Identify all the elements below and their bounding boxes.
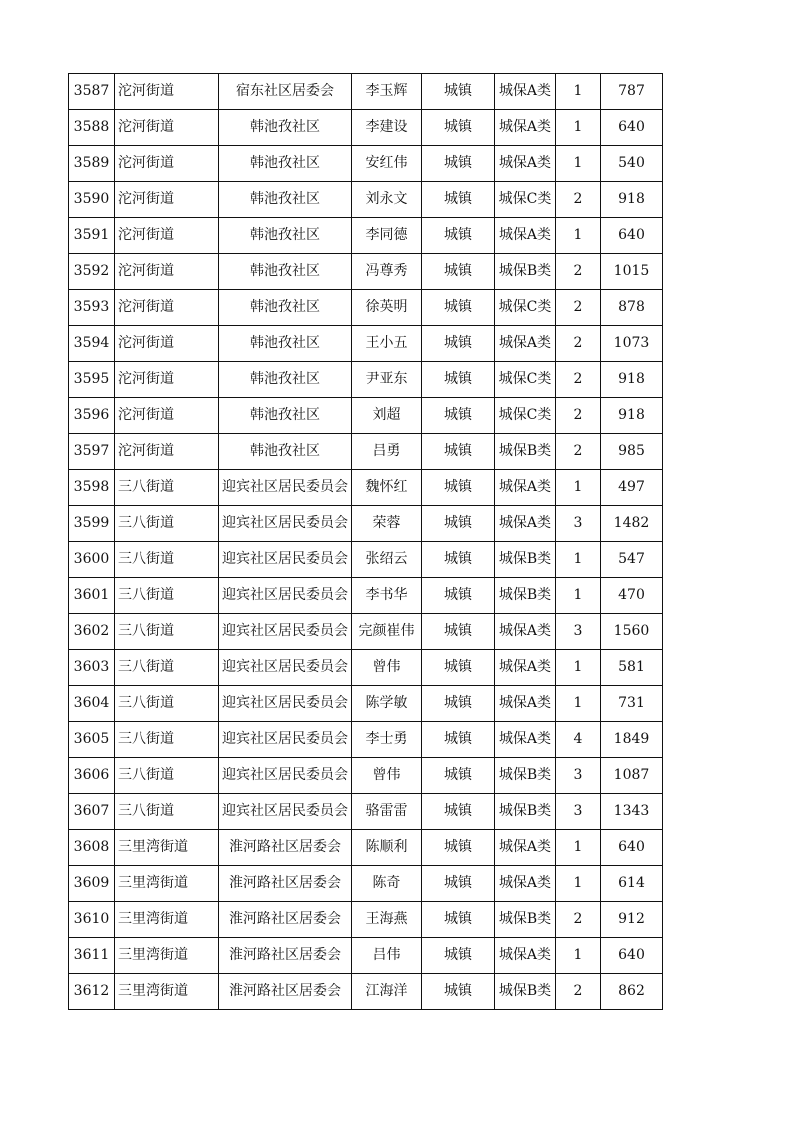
records-table [68, 73, 663, 1010]
household-count-cell: 3 [556, 794, 601, 830]
community-cell: 迎宾社区居民委员会 [219, 758, 352, 794]
community-cell: 韩池孜社区 [219, 290, 352, 326]
category-cell: 城保C类 [495, 362, 556, 398]
community-cell: 淮河路社区居委会 [219, 902, 352, 938]
name-cell: 陈顺利 [352, 830, 422, 866]
category-cell: 城保A类 [495, 650, 556, 686]
area-type-cell: 城镇 [422, 758, 495, 794]
name-cell: 李士勇 [352, 722, 422, 758]
amount-cell: 1073 [601, 326, 663, 362]
community-cell: 迎宾社区居民委员会 [219, 542, 352, 578]
table-row [69, 362, 663, 398]
category-cell: 城保A类 [495, 614, 556, 650]
name-cell: 安红伟 [352, 146, 422, 182]
name-cell: 张绍云 [352, 542, 422, 578]
row-id-cell: 3612 [69, 974, 115, 1010]
row-id-cell: 3600 [69, 542, 115, 578]
table-row [69, 650, 663, 686]
amount-cell: 614 [601, 866, 663, 902]
name-cell: 吕伟 [352, 938, 422, 974]
table-row [69, 830, 663, 866]
street-cell: 沱河街道 [115, 254, 219, 290]
household-count-cell: 2 [556, 290, 601, 326]
category-cell: 城保C类 [495, 398, 556, 434]
table-row [69, 398, 663, 434]
street-cell: 三八街道 [115, 470, 219, 506]
category-cell: 城保A类 [495, 830, 556, 866]
category-cell: 城保A类 [495, 326, 556, 362]
household-count-cell: 2 [556, 326, 601, 362]
street-cell: 三八街道 [115, 686, 219, 722]
amount-cell: 878 [601, 290, 663, 326]
area-type-cell: 城镇 [422, 74, 495, 110]
category-cell: 城保A类 [495, 722, 556, 758]
household-count-cell: 1 [556, 578, 601, 614]
street-cell: 三八街道 [115, 722, 219, 758]
row-id-cell: 3591 [69, 218, 115, 254]
street-cell: 三里湾街道 [115, 902, 219, 938]
amount-cell: 540 [601, 146, 663, 182]
area-type-cell: 城镇 [422, 578, 495, 614]
table-body [69, 74, 663, 1010]
table-row [69, 182, 663, 218]
name-cell: 荣蓉 [352, 506, 422, 542]
table-row [69, 146, 663, 182]
amount-cell: 918 [601, 182, 663, 218]
amount-cell: 640 [601, 830, 663, 866]
row-id-cell: 3588 [69, 110, 115, 146]
row-id-cell: 3605 [69, 722, 115, 758]
table-row [69, 326, 663, 362]
area-type-cell: 城镇 [422, 218, 495, 254]
table-row [69, 794, 663, 830]
row-id-cell: 3590 [69, 182, 115, 218]
amount-cell: 547 [601, 542, 663, 578]
area-type-cell: 城镇 [422, 974, 495, 1010]
category-cell: 城保B类 [495, 542, 556, 578]
name-cell: 陈奇 [352, 866, 422, 902]
category-cell: 城保A类 [495, 938, 556, 974]
amount-cell: 497 [601, 470, 663, 506]
row-id-cell: 3589 [69, 146, 115, 182]
row-id-cell: 3598 [69, 470, 115, 506]
row-id-cell: 3593 [69, 290, 115, 326]
table-row [69, 74, 663, 110]
household-count-cell: 2 [556, 974, 601, 1010]
household-count-cell: 1 [556, 470, 601, 506]
community-cell: 韩池孜社区 [219, 110, 352, 146]
street-cell: 沱河街道 [115, 290, 219, 326]
table-row [69, 686, 663, 722]
street-cell: 沱河街道 [115, 146, 219, 182]
table-row [69, 470, 663, 506]
category-cell: 城保A类 [495, 110, 556, 146]
street-cell: 沱河街道 [115, 434, 219, 470]
name-cell: 吕勇 [352, 434, 422, 470]
name-cell: 江海洋 [352, 974, 422, 1010]
category-cell: 城保C类 [495, 290, 556, 326]
area-type-cell: 城镇 [422, 722, 495, 758]
table-row [69, 938, 663, 974]
household-count-cell: 1 [556, 218, 601, 254]
amount-cell: 640 [601, 218, 663, 254]
community-cell: 迎宾社区居民委员会 [219, 578, 352, 614]
row-id-cell: 3597 [69, 434, 115, 470]
table-row [69, 110, 663, 146]
area-type-cell: 城镇 [422, 938, 495, 974]
table-row [69, 902, 663, 938]
household-count-cell: 1 [556, 110, 601, 146]
street-cell: 沱河街道 [115, 362, 219, 398]
amount-cell: 1015 [601, 254, 663, 290]
street-cell: 三里湾街道 [115, 830, 219, 866]
name-cell: 刘超 [352, 398, 422, 434]
area-type-cell: 城镇 [422, 650, 495, 686]
name-cell: 曾伟 [352, 758, 422, 794]
community-cell: 韩池孜社区 [219, 182, 352, 218]
name-cell: 魏怀红 [352, 470, 422, 506]
area-type-cell: 城镇 [422, 866, 495, 902]
category-cell: 城保A类 [495, 686, 556, 722]
household-count-cell: 3 [556, 758, 601, 794]
community-cell: 淮河路社区居委会 [219, 974, 352, 1010]
category-cell: 城保B类 [495, 758, 556, 794]
household-count-cell: 3 [556, 614, 601, 650]
community-cell: 韩池孜社区 [219, 434, 352, 470]
category-cell: 城保B类 [495, 578, 556, 614]
street-cell: 沱河街道 [115, 326, 219, 362]
community-cell: 迎宾社区居民委员会 [219, 686, 352, 722]
street-cell: 沱河街道 [115, 218, 219, 254]
amount-cell: 912 [601, 902, 663, 938]
amount-cell: 918 [601, 398, 663, 434]
name-cell: 曾伟 [352, 650, 422, 686]
row-id-cell: 3608 [69, 830, 115, 866]
row-id-cell: 3609 [69, 866, 115, 902]
category-cell: 城保A类 [495, 506, 556, 542]
name-cell: 李玉辉 [352, 74, 422, 110]
row-id-cell: 3601 [69, 578, 115, 614]
household-count-cell: 2 [556, 182, 601, 218]
street-cell: 三八街道 [115, 578, 219, 614]
table-row [69, 578, 663, 614]
name-cell: 完颜崔伟 [352, 614, 422, 650]
community-cell: 宿东社区居委会 [219, 74, 352, 110]
area-type-cell: 城镇 [422, 470, 495, 506]
table-row [69, 254, 663, 290]
area-type-cell: 城镇 [422, 542, 495, 578]
area-type-cell: 城镇 [422, 794, 495, 830]
street-cell: 沱河街道 [115, 110, 219, 146]
area-type-cell: 城镇 [422, 110, 495, 146]
street-cell: 三八街道 [115, 758, 219, 794]
row-id-cell: 3611 [69, 938, 115, 974]
name-cell: 李同德 [352, 218, 422, 254]
household-count-cell: 2 [556, 254, 601, 290]
category-cell: 城保B类 [495, 974, 556, 1010]
community-cell: 迎宾社区居民委员会 [219, 614, 352, 650]
area-type-cell: 城镇 [422, 686, 495, 722]
name-cell: 李书华 [352, 578, 422, 614]
area-type-cell: 城镇 [422, 290, 495, 326]
street-cell: 三里湾街道 [115, 938, 219, 974]
category-cell: 城保B类 [495, 902, 556, 938]
household-count-cell: 2 [556, 434, 601, 470]
area-type-cell: 城镇 [422, 614, 495, 650]
area-type-cell: 城镇 [422, 146, 495, 182]
community-cell: 韩池孜社区 [219, 326, 352, 362]
row-id-cell: 3607 [69, 794, 115, 830]
category-cell: 城保A类 [495, 218, 556, 254]
community-cell: 韩池孜社区 [219, 254, 352, 290]
area-type-cell: 城镇 [422, 506, 495, 542]
street-cell: 沱河街道 [115, 74, 219, 110]
street-cell: 三八街道 [115, 650, 219, 686]
amount-cell: 640 [601, 938, 663, 974]
data-sheet [68, 73, 662, 1010]
category-cell: 城保A类 [495, 866, 556, 902]
amount-cell: 470 [601, 578, 663, 614]
area-type-cell: 城镇 [422, 434, 495, 470]
amount-cell: 862 [601, 974, 663, 1010]
table-row [69, 290, 663, 326]
amount-cell: 1849 [601, 722, 663, 758]
name-cell: 王海燕 [352, 902, 422, 938]
amount-cell: 1343 [601, 794, 663, 830]
community-cell: 迎宾社区居民委员会 [219, 794, 352, 830]
amount-cell: 640 [601, 110, 663, 146]
row-id-cell: 3610 [69, 902, 115, 938]
community-cell: 迎宾社区居民委员会 [219, 470, 352, 506]
table-row [69, 758, 663, 794]
street-cell: 三八街道 [115, 794, 219, 830]
community-cell: 淮河路社区居委会 [219, 830, 352, 866]
row-id-cell: 3592 [69, 254, 115, 290]
amount-cell: 731 [601, 686, 663, 722]
amount-cell: 1560 [601, 614, 663, 650]
amount-cell: 1087 [601, 758, 663, 794]
category-cell: 城保C类 [495, 182, 556, 218]
community-cell: 淮河路社区居委会 [219, 866, 352, 902]
row-id-cell: 3596 [69, 398, 115, 434]
name-cell: 徐英明 [352, 290, 422, 326]
row-id-cell: 3587 [69, 74, 115, 110]
amount-cell: 581 [601, 650, 663, 686]
category-cell: 城保A类 [495, 74, 556, 110]
household-count-cell: 1 [556, 650, 601, 686]
household-count-cell: 2 [556, 902, 601, 938]
household-count-cell: 2 [556, 398, 601, 434]
row-id-cell: 3595 [69, 362, 115, 398]
name-cell: 王小五 [352, 326, 422, 362]
street-cell: 三里湾街道 [115, 974, 219, 1010]
table-row [69, 722, 663, 758]
household-count-cell: 1 [556, 938, 601, 974]
row-id-cell: 3603 [69, 650, 115, 686]
household-count-cell: 2 [556, 362, 601, 398]
household-count-cell: 1 [556, 146, 601, 182]
street-cell: 三八街道 [115, 614, 219, 650]
household-count-cell: 1 [556, 866, 601, 902]
household-count-cell: 4 [556, 722, 601, 758]
name-cell: 冯尊秀 [352, 254, 422, 290]
street-cell: 沱河街道 [115, 182, 219, 218]
table-row [69, 974, 663, 1010]
household-count-cell: 1 [556, 542, 601, 578]
row-id-cell: 3599 [69, 506, 115, 542]
name-cell: 骆雷雷 [352, 794, 422, 830]
community-cell: 迎宾社区居民委员会 [219, 722, 352, 758]
amount-cell: 1482 [601, 506, 663, 542]
amount-cell: 918 [601, 362, 663, 398]
street-cell: 三八街道 [115, 542, 219, 578]
street-cell: 沱河街道 [115, 398, 219, 434]
community-cell: 迎宾社区居民委员会 [219, 650, 352, 686]
area-type-cell: 城镇 [422, 398, 495, 434]
household-count-cell: 1 [556, 686, 601, 722]
category-cell: 城保A类 [495, 470, 556, 506]
table-row [69, 614, 663, 650]
household-count-cell: 3 [556, 506, 601, 542]
amount-cell: 985 [601, 434, 663, 470]
name-cell: 李建设 [352, 110, 422, 146]
table-row [69, 218, 663, 254]
street-cell: 三八街道 [115, 506, 219, 542]
area-type-cell: 城镇 [422, 362, 495, 398]
name-cell: 尹亚东 [352, 362, 422, 398]
category-cell: 城保A类 [495, 146, 556, 182]
category-cell: 城保B类 [495, 794, 556, 830]
community-cell: 韩池孜社区 [219, 146, 352, 182]
community-cell: 淮河路社区居委会 [219, 938, 352, 974]
community-cell: 韩池孜社区 [219, 218, 352, 254]
row-id-cell: 3604 [69, 686, 115, 722]
community-cell: 韩池孜社区 [219, 362, 352, 398]
table-row [69, 542, 663, 578]
category-cell: 城保B类 [495, 434, 556, 470]
area-type-cell: 城镇 [422, 182, 495, 218]
table-row [69, 506, 663, 542]
row-id-cell: 3594 [69, 326, 115, 362]
household-count-cell: 1 [556, 74, 601, 110]
row-id-cell: 3602 [69, 614, 115, 650]
community-cell: 韩池孜社区 [219, 398, 352, 434]
name-cell: 陈学敏 [352, 686, 422, 722]
table-row [69, 434, 663, 470]
household-count-cell: 1 [556, 830, 601, 866]
area-type-cell: 城镇 [422, 902, 495, 938]
amount-cell: 787 [601, 74, 663, 110]
area-type-cell: 城镇 [422, 830, 495, 866]
area-type-cell: 城镇 [422, 254, 495, 290]
community-cell: 迎宾社区居民委员会 [219, 506, 352, 542]
area-type-cell: 城镇 [422, 326, 495, 362]
name-cell: 刘永文 [352, 182, 422, 218]
table-row [69, 866, 663, 902]
street-cell: 三里湾街道 [115, 866, 219, 902]
category-cell: 城保B类 [495, 254, 556, 290]
row-id-cell: 3606 [69, 758, 115, 794]
